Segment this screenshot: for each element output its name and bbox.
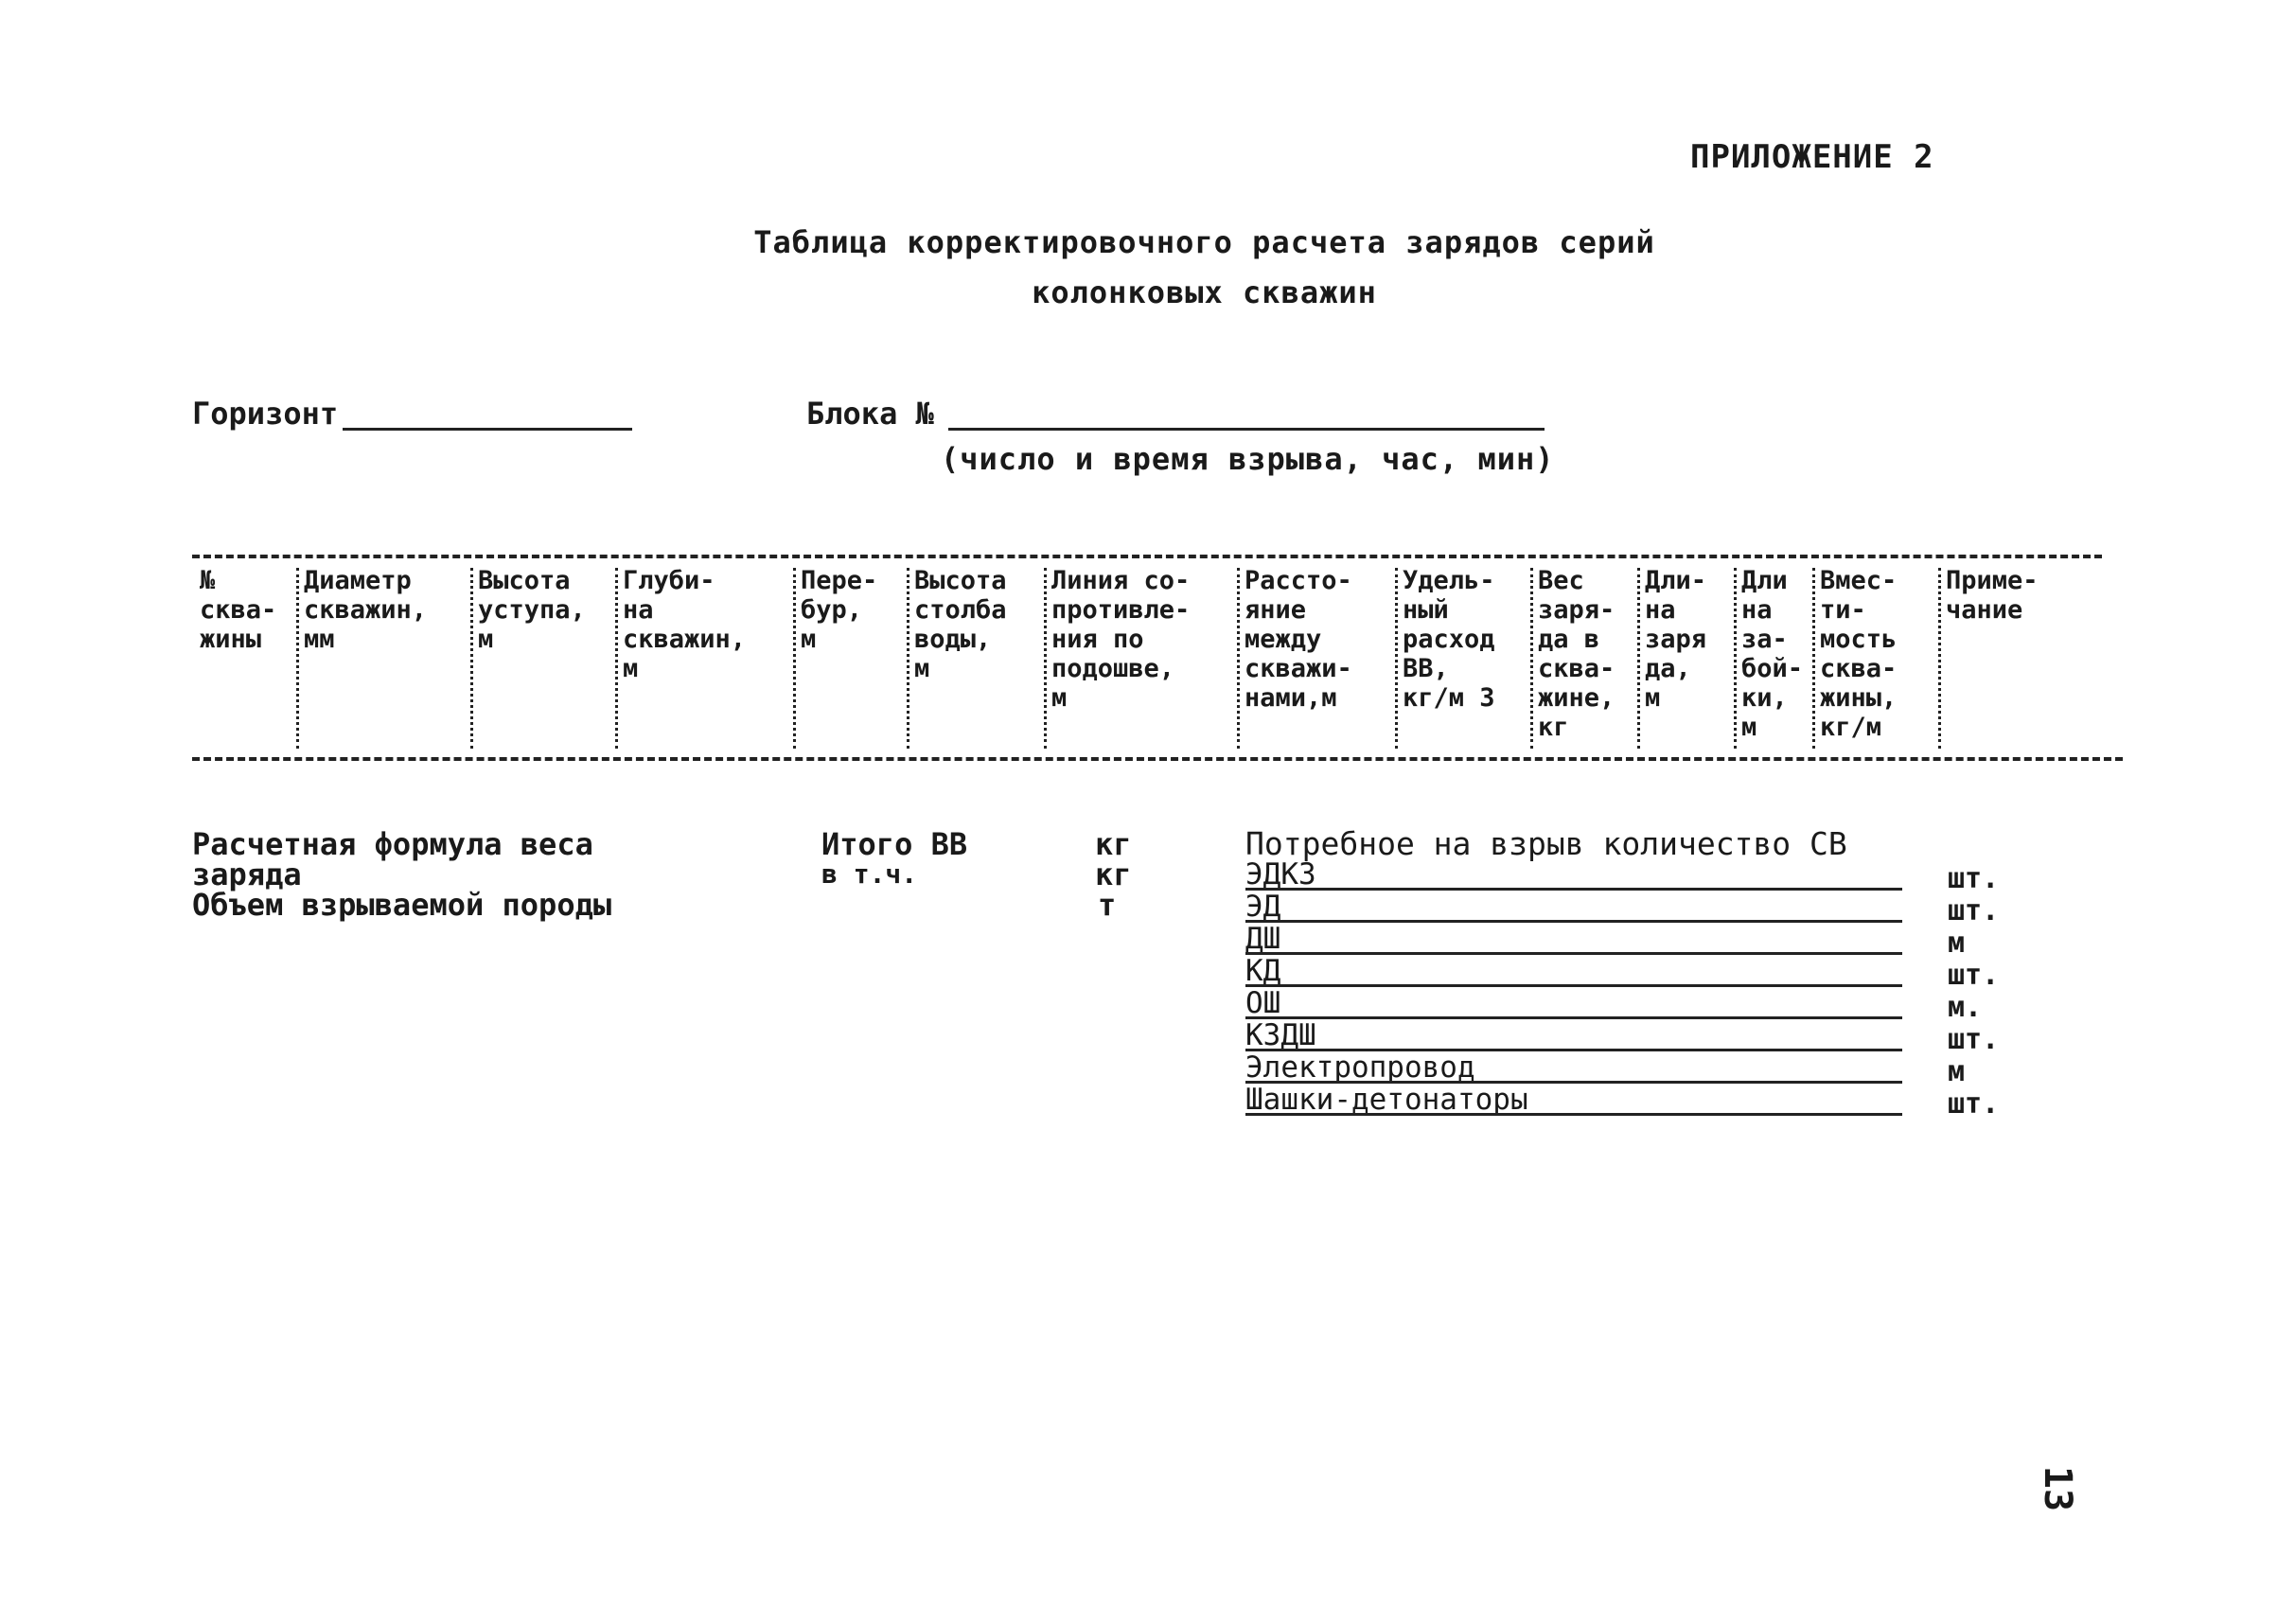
formula-label-line1: Расчетная формула веса: [192, 826, 593, 862]
table-column-header: Высота уступа, м: [478, 566, 586, 654]
table-column-header: Высота столба воды, м: [914, 566, 1007, 683]
table-column-header: Вмес- ти- мость сква- жины, кг/м: [1820, 566, 1898, 742]
sv-item-label: Электропровод: [1245, 1050, 1475, 1085]
table-column-header: Пере- бур, м: [801, 566, 878, 654]
total-explosive-label: Итого ВВ: [821, 826, 968, 862]
table-column-separator: [615, 568, 618, 749]
table-column-header: Рассто- яние между скважи- нами,м: [1245, 566, 1352, 713]
rock-volume-label: Объем взрываемой породы: [192, 887, 612, 923]
sv-item-blank-line: [1245, 888, 1902, 891]
formula-label-line2: заряда: [192, 856, 302, 892]
table-column-separator: [296, 568, 299, 749]
horizon-label: Горизонт: [192, 396, 339, 432]
table-column-separator: [1237, 568, 1240, 749]
table-column-separator: [470, 568, 473, 749]
unit-kg-incl: кг: [1095, 856, 1132, 892]
sv-item-unit: шт.: [1948, 959, 2000, 992]
appendix-label: ПРИЛОЖЕНИЕ 2: [1690, 138, 1934, 176]
sv-item-label: ЭДКЗ: [1245, 857, 1316, 891]
table-column-separator: [1530, 568, 1533, 749]
datetime-caption: (число и время взрыва, час, мин): [941, 441, 1555, 477]
sv-item-unit: шт.: [1948, 1087, 2000, 1121]
sv-item-label: КЗДШ: [1245, 1018, 1316, 1052]
table-column-header: Дли на за- бой- ки, м: [1741, 566, 1804, 742]
sv-item-label: ОШ: [1245, 986, 1281, 1020]
sv-item-blank-line: [1245, 984, 1902, 987]
horizon-blank-line: [343, 428, 632, 431]
sv-item-blank-line: [1245, 1113, 1902, 1116]
sv-item-blank-line: [1245, 920, 1902, 923]
table-column-separator: [907, 568, 909, 749]
table-top-rule: [192, 555, 2102, 558]
table-column-header: Линия со- противле- ния по подошве, м: [1051, 566, 1191, 713]
table-column-header: № сква- жины: [200, 566, 277, 654]
sv-item-unit: шт.: [1948, 894, 2000, 927]
page-number: 13: [2036, 1465, 2080, 1512]
table-column-header: Приме- чание: [1946, 566, 2039, 625]
table-column-header: Вес заря- да в сква- жине, кг: [1538, 566, 1615, 742]
sv-item-label: КД: [1245, 954, 1281, 988]
sv-item-unit: м: [1948, 1055, 1966, 1088]
sv-item-unit: м.: [1948, 991, 1983, 1024]
sv-item-blank-line: [1245, 952, 1902, 955]
sv-item-unit: шт.: [1948, 1023, 2000, 1056]
table-column-header: Дли- на заря да, м: [1645, 566, 1707, 713]
table-column-separator: [1044, 568, 1047, 749]
table-column-header: Удель- ный расход ВВ, кг/м 3: [1403, 566, 1495, 713]
document-title-line1: Таблица корректировочного расчета зарядов серий: [753, 224, 1655, 260]
sv-item-unit: шт.: [1948, 862, 2000, 895]
block-label: Блока №: [806, 396, 934, 432]
table-column-separator: [1734, 568, 1737, 749]
table-column-header: Глуби- на скважин, м: [623, 566, 747, 683]
sv-item-label: Шашки-детонаторы: [1245, 1083, 1528, 1117]
sv-heading: Потребное на взрыв количество СВ: [1245, 825, 1847, 862]
sv-item-blank-line: [1245, 1016, 1902, 1019]
unit-t-volume: т: [1098, 887, 1117, 923]
table-column-separator: [793, 568, 796, 749]
table-column-separator: [1938, 568, 1941, 749]
table-column-separator: [1812, 568, 1815, 749]
sv-item-unit: м: [1948, 927, 1966, 960]
table-column-header: Диаметр скважин, мм: [304, 566, 428, 654]
document-title-line2: колонковых скважин: [1032, 274, 1377, 310]
sv-item-label: ЭД: [1245, 890, 1281, 924]
table-bottom-rule: [192, 757, 2123, 761]
unit-kg-total: кг: [1095, 826, 1132, 862]
sv-item-label: ДШ: [1245, 922, 1281, 956]
table-column-separator: [1637, 568, 1640, 749]
block-blank-line: [948, 428, 1545, 431]
table-column-separator: [1395, 568, 1398, 749]
including-label: в т.ч.: [821, 858, 918, 890]
